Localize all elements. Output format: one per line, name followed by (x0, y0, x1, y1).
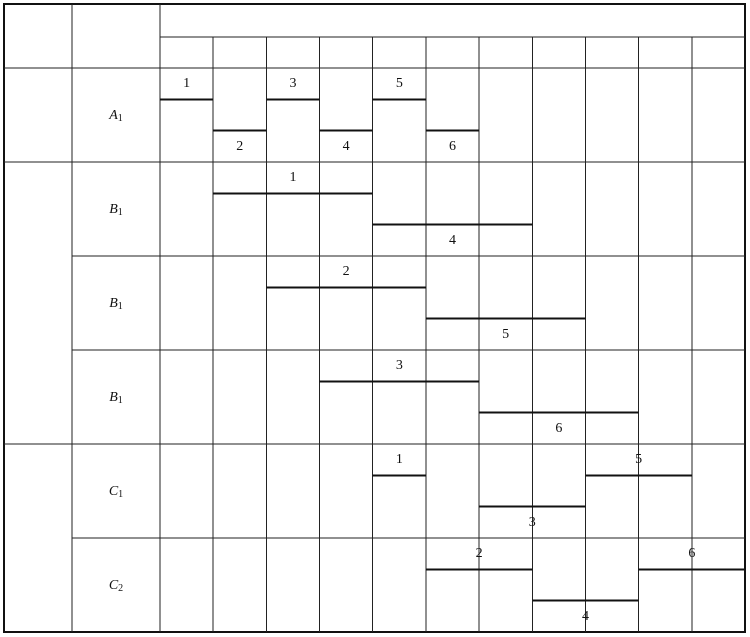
team-label-base: B (109, 389, 118, 405)
team-label-base: B (109, 201, 118, 217)
segment-label: 3 (289, 76, 297, 92)
segment-label: 1 (395, 452, 403, 468)
segment-label: 2 (342, 264, 350, 280)
segment-label: 6 (688, 546, 696, 562)
team-label-subscript: 1 (117, 394, 123, 406)
segment-label: 1 (289, 170, 297, 186)
segment-label: 3 (395, 358, 403, 374)
segment-label: 5 (502, 326, 510, 342)
team-label (109, 578, 123, 594)
team-label (108, 108, 123, 124)
team-label (109, 484, 123, 500)
segment-label: 4 (449, 232, 456, 248)
team-label-base: A (109, 107, 118, 123)
segment-label: 4 (342, 138, 350, 154)
team-label-subscript: 1 (117, 206, 123, 218)
segment-label: 5 (635, 452, 643, 468)
segment-label: 2 (236, 138, 244, 154)
segment-label: 3 (528, 514, 536, 530)
team-label (109, 390, 123, 406)
segment-label: 1 (183, 76, 191, 92)
team-label (109, 296, 123, 312)
team-label-subscript: 2 (118, 582, 124, 594)
team-label-base: C (108, 483, 119, 499)
team-label-subscript: 1 (117, 112, 123, 124)
team-label-subscript: 1 (118, 488, 124, 500)
segment-label: 5 (395, 76, 403, 92)
team-label (109, 202, 123, 218)
segment-label: 6 (555, 420, 563, 436)
team-label-base: B (109, 295, 118, 311)
segment-label: 4 (581, 608, 589, 624)
team-label-base: C (108, 577, 119, 593)
team-label-subscript: 1 (117, 300, 123, 312)
segment-label: 2 (475, 546, 483, 562)
segment-label: 6 (449, 138, 456, 154)
